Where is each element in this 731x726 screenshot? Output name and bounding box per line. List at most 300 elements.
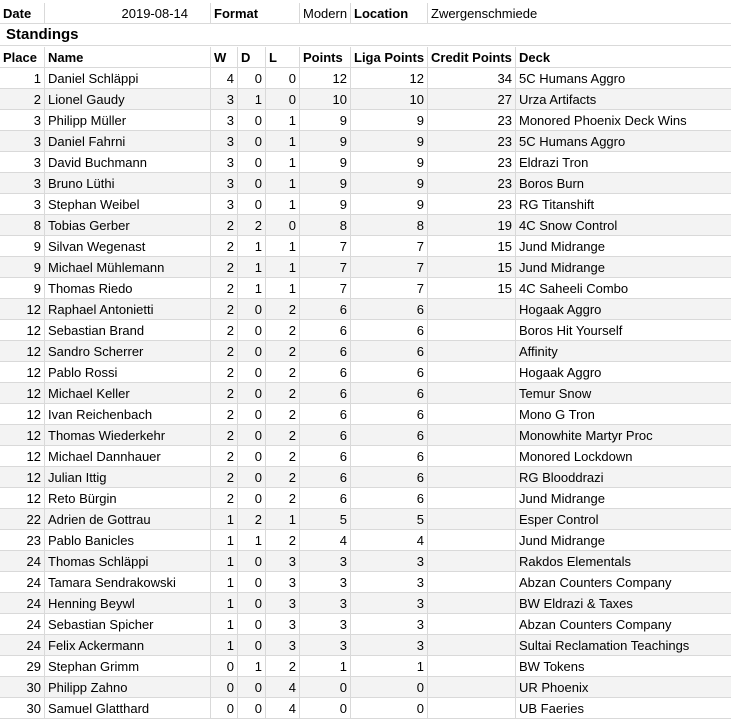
liga-points-cell[interactable]: 9 <box>351 152 428 172</box>
place-cell[interactable]: 12 <box>0 341 45 361</box>
name-cell[interactable]: Pablo Rossi <box>45 362 211 382</box>
draws-cell[interactable]: 0 <box>238 341 266 361</box>
place-cell[interactable]: 3 <box>0 152 45 172</box>
liga-points-cell[interactable]: 9 <box>351 131 428 151</box>
credit-points-cell[interactable]: 15 <box>428 236 516 256</box>
draws-cell[interactable]: 0 <box>238 572 266 592</box>
credit-points-cell[interactable] <box>428 509 516 529</box>
draws-cell[interactable]: 1 <box>238 89 266 109</box>
deck-cell[interactable]: RG Titanshift <box>519 197 595 212</box>
deck-cell[interactable]: Rakdos Elementals <box>519 554 631 569</box>
col-header-w[interactable]: W <box>211 47 238 67</box>
name-cell[interactable]: Philipp Zahno <box>45 677 211 697</box>
deck-cell[interactable]: Temur Snow <box>519 386 592 401</box>
points-cell[interactable]: 6 <box>300 341 351 361</box>
points-cell[interactable]: 1 <box>300 656 351 676</box>
place-cell[interactable]: 12 <box>0 362 45 382</box>
credit-points-cell[interactable] <box>428 572 516 592</box>
points-cell[interactable]: 6 <box>300 488 351 508</box>
credit-points-cell[interactable]: 15 <box>428 257 516 277</box>
losses-cell[interactable]: 2 <box>266 299 300 319</box>
name-cell[interactable]: Tamara Sendrakowski <box>45 572 211 592</box>
points-cell[interactable]: 3 <box>300 572 351 592</box>
col-header-deck[interactable]: Deck <box>519 50 551 65</box>
liga-points-cell[interactable]: 6 <box>351 488 428 508</box>
points-cell[interactable]: 6 <box>300 404 351 424</box>
points-cell[interactable]: 6 <box>300 299 351 319</box>
losses-cell[interactable]: 0 <box>266 215 300 235</box>
draws-cell[interactable]: 0 <box>238 152 266 172</box>
credit-points-cell[interactable]: 27 <box>428 89 516 109</box>
name-cell[interactable]: Reto Bürgin <box>45 488 211 508</box>
points-cell[interactable]: 3 <box>300 593 351 613</box>
place-cell[interactable]: 3 <box>0 131 45 151</box>
liga-points-cell[interactable]: 5 <box>351 509 428 529</box>
place-cell[interactable]: 24 <box>0 551 45 571</box>
wins-cell[interactable]: 3 <box>211 152 238 172</box>
liga-points-cell[interactable]: 3 <box>351 551 428 571</box>
credit-points-cell[interactable] <box>428 656 516 676</box>
losses-cell[interactable]: 2 <box>266 404 300 424</box>
points-cell[interactable]: 9 <box>300 194 351 214</box>
table-row <box>0 656 731 677</box>
place-cell[interactable]: 9 <box>0 278 45 298</box>
col-header-name[interactable]: Name <box>45 47 211 67</box>
liga-points-cell[interactable]: 1 <box>351 656 428 676</box>
name-cell[interactable]: Thomas Riedo <box>45 278 211 298</box>
credit-points-cell[interactable] <box>428 593 516 613</box>
name-cell[interactable]: Bruno Lüthi <box>45 173 211 193</box>
draws-cell[interactable]: 0 <box>238 677 266 697</box>
losses-cell[interactable]: 0 <box>266 68 300 88</box>
losses-cell[interactable]: 2 <box>266 341 300 361</box>
liga-points-cell[interactable]: 6 <box>351 467 428 487</box>
col-header-place[interactable]: Place <box>0 47 45 67</box>
liga-points-cell[interactable]: 9 <box>351 173 428 193</box>
col-header-liga-points[interactable]: Liga Points <box>351 47 428 67</box>
deck-cell[interactable]: Abzan Counters Company <box>519 617 672 632</box>
draws-cell[interactable]: 0 <box>238 614 266 634</box>
points-cell[interactable]: 8 <box>300 215 351 235</box>
liga-points-cell[interactable]: 3 <box>351 572 428 592</box>
points-cell[interactable]: 3 <box>300 551 351 571</box>
liga-points-cell[interactable]: 6 <box>351 383 428 403</box>
draws-cell[interactable]: 1 <box>238 656 266 676</box>
points-cell[interactable]: 7 <box>300 257 351 277</box>
losses-cell[interactable]: 1 <box>266 509 300 529</box>
name-cell[interactable]: Stephan Weibel <box>45 194 211 214</box>
deck-cell[interactable]: Jund Midrange <box>519 533 605 548</box>
points-cell[interactable]: 10 <box>300 89 351 109</box>
wins-cell[interactable]: 1 <box>211 635 238 655</box>
liga-points-cell[interactable]: 0 <box>351 677 428 697</box>
deck-cell[interactable]: 5C Humans Aggro <box>519 71 626 86</box>
losses-cell[interactable]: 3 <box>266 614 300 634</box>
liga-points-cell[interactable]: 3 <box>351 593 428 613</box>
draws-cell[interactable]: 1 <box>238 530 266 550</box>
points-cell[interactable]: 9 <box>300 173 351 193</box>
points-cell[interactable]: 6 <box>300 446 351 466</box>
wins-cell[interactable]: 1 <box>211 572 238 592</box>
deck-cell[interactable]: Jund Midrange <box>519 491 605 506</box>
place-cell[interactable]: 3 <box>0 194 45 214</box>
liga-points-cell[interactable]: 7 <box>351 257 428 277</box>
deck-cell[interactable]: Boros Burn <box>519 176 585 191</box>
losses-cell[interactable]: 0 <box>266 89 300 109</box>
credit-points-cell[interactable] <box>428 698 516 718</box>
liga-points-cell[interactable]: 6 <box>351 341 428 361</box>
losses-cell[interactable]: 1 <box>266 131 300 151</box>
liga-points-cell[interactable]: 6 <box>351 320 428 340</box>
name-cell[interactable]: Stephan Grimm <box>45 656 211 676</box>
wins-cell[interactable]: 1 <box>211 509 238 529</box>
wins-cell[interactable]: 3 <box>211 89 238 109</box>
points-cell[interactable]: 12 <box>300 68 351 88</box>
losses-cell[interactable]: 2 <box>266 446 300 466</box>
place-cell[interactable]: 12 <box>0 383 45 403</box>
points-cell[interactable]: 9 <box>300 152 351 172</box>
losses-cell[interactable]: 2 <box>266 656 300 676</box>
place-cell[interactable]: 9 <box>0 257 45 277</box>
deck-cell[interactable]: BW Eldrazi & Taxes <box>519 596 633 611</box>
points-cell[interactable]: 0 <box>300 677 351 697</box>
draws-cell[interactable]: 0 <box>238 194 266 214</box>
wins-cell[interactable]: 2 <box>211 404 238 424</box>
draws-cell[interactable]: 1 <box>238 257 266 277</box>
deck-cell[interactable]: 5C Humans Aggro <box>519 134 626 149</box>
wins-cell[interactable]: 1 <box>211 551 238 571</box>
wins-cell[interactable]: 2 <box>211 278 238 298</box>
credit-points-cell[interactable] <box>428 404 516 424</box>
draws-cell[interactable]: 0 <box>238 320 266 340</box>
draws-cell[interactable]: 2 <box>238 215 266 235</box>
place-cell[interactable]: 12 <box>0 488 45 508</box>
points-cell[interactable]: 9 <box>300 131 351 151</box>
credit-points-cell[interactable] <box>428 677 516 697</box>
place-cell[interactable]: 22 <box>0 509 45 529</box>
credit-points-cell[interactable]: 23 <box>428 110 516 130</box>
place-cell[interactable]: 24 <box>0 593 45 613</box>
points-cell[interactable]: 6 <box>300 383 351 403</box>
wins-cell[interactable]: 2 <box>211 446 238 466</box>
deck-cell[interactable]: Boros Hit Yourself <box>519 323 623 338</box>
losses-cell[interactable]: 2 <box>266 320 300 340</box>
liga-points-cell[interactable]: 6 <box>351 446 428 466</box>
points-cell[interactable]: 0 <box>300 698 351 718</box>
draws-cell[interactable]: 2 <box>238 509 266 529</box>
name-cell[interactable]: Michael Mühlemann <box>45 257 211 277</box>
losses-cell[interactable]: 1 <box>266 278 300 298</box>
losses-cell[interactable]: 1 <box>266 152 300 172</box>
liga-points-cell[interactable]: 6 <box>351 425 428 445</box>
credit-points-cell[interactable] <box>428 425 516 445</box>
wins-cell[interactable]: 0 <box>211 677 238 697</box>
name-cell[interactable]: Lionel Gaudy <box>45 89 211 109</box>
credit-points-cell[interactable]: 23 <box>428 173 516 193</box>
name-cell[interactable]: Philipp Müller <box>45 110 211 130</box>
wins-cell[interactable]: 2 <box>211 299 238 319</box>
points-cell[interactable]: 6 <box>300 362 351 382</box>
wins-cell[interactable]: 3 <box>211 110 238 130</box>
name-cell[interactable]: Michael Keller <box>45 383 211 403</box>
place-cell[interactable]: 30 <box>0 677 45 697</box>
wins-cell[interactable]: 2 <box>211 341 238 361</box>
draws-cell[interactable]: 0 <box>238 551 266 571</box>
points-cell[interactable]: 6 <box>300 320 351 340</box>
place-cell[interactable]: 3 <box>0 173 45 193</box>
wins-cell[interactable]: 1 <box>211 614 238 634</box>
name-cell[interactable]: Daniel Schläppi <box>45 68 211 88</box>
place-cell[interactable]: 24 <box>0 614 45 634</box>
name-cell[interactable]: Silvan Wegenast <box>45 236 211 256</box>
points-cell[interactable]: 7 <box>300 278 351 298</box>
points-cell[interactable]: 4 <box>300 530 351 550</box>
deck-cell[interactable]: Affinity <box>519 344 558 359</box>
credit-points-cell[interactable]: 23 <box>428 194 516 214</box>
deck-cell[interactable]: Sultai Reclamation Teachings <box>519 638 690 653</box>
wins-cell[interactable]: 2 <box>211 488 238 508</box>
name-cell[interactable]: Thomas Wiederkehr <box>45 425 211 445</box>
draws-cell[interactable]: 0 <box>238 467 266 487</box>
points-cell[interactable]: 9 <box>300 110 351 130</box>
place-cell[interactable]: 2 <box>0 89 45 109</box>
wins-cell[interactable]: 3 <box>211 194 238 214</box>
credit-points-cell[interactable] <box>428 635 516 655</box>
location-value[interactable]: Zwergenschmiede <box>431 6 538 21</box>
credit-points-cell[interactable] <box>428 488 516 508</box>
liga-points-cell[interactable]: 6 <box>351 362 428 382</box>
draws-cell[interactable]: 0 <box>238 110 266 130</box>
name-cell[interactable]: Henning Beywl <box>45 593 211 613</box>
name-cell[interactable]: Julian Ittig <box>45 467 211 487</box>
col-header-l[interactable]: L <box>266 47 300 67</box>
credit-points-cell[interactable]: 15 <box>428 278 516 298</box>
col-header-d[interactable]: D <box>238 47 266 67</box>
deck-cell[interactable]: UB Faeries <box>519 701 585 716</box>
losses-cell[interactable]: 1 <box>266 110 300 130</box>
losses-cell[interactable]: 2 <box>266 530 300 550</box>
wins-cell[interactable]: 2 <box>211 320 238 340</box>
draws-cell[interactable]: 1 <box>238 236 266 256</box>
credit-points-cell[interactable] <box>428 383 516 403</box>
name-cell[interactable]: David Buchmann <box>45 152 211 172</box>
draws-cell[interactable]: 0 <box>238 446 266 466</box>
place-cell[interactable]: 12 <box>0 404 45 424</box>
credit-points-cell[interactable]: 23 <box>428 131 516 151</box>
losses-cell[interactable]: 2 <box>266 467 300 487</box>
deck-cell[interactable]: 4C Snow Control <box>519 218 618 233</box>
liga-points-cell[interactable]: 10 <box>351 89 428 109</box>
table-row <box>0 194 731 215</box>
deck-cell[interactable]: Monored Lockdown <box>519 449 633 464</box>
deck-cell[interactable]: Jund Midrange <box>519 239 605 254</box>
deck-cell[interactable]: 4C Saheeli Combo <box>519 281 629 296</box>
place-cell[interactable]: 12 <box>0 446 45 466</box>
date-value[interactable]: 2019-08-14 <box>121 6 188 21</box>
losses-cell[interactable]: 2 <box>266 383 300 403</box>
losses-cell[interactable]: 3 <box>266 572 300 592</box>
credit-points-cell[interactable]: 23 <box>428 152 516 172</box>
table-row <box>0 131 731 152</box>
wins-cell[interactable]: 3 <box>211 131 238 151</box>
place-cell[interactable]: 24 <box>0 572 45 592</box>
col-header-points[interactable]: Points <box>300 47 351 67</box>
name-cell[interactable]: Samuel Glatthard <box>45 698 211 718</box>
wins-cell[interactable]: 2 <box>211 215 238 235</box>
table-row <box>0 383 731 404</box>
deck-cell[interactable]: Mono G Tron <box>519 407 595 422</box>
deck-cell[interactable]: RG Blooddrazi <box>519 470 604 485</box>
deck-cell[interactable]: Hogaak Aggro <box>519 365 602 380</box>
draws-cell[interactable]: 1 <box>238 278 266 298</box>
deck-cell[interactable]: Esper Control <box>519 512 599 527</box>
deck-cell[interactable]: Urza Artifacts <box>519 92 597 107</box>
credit-points-cell[interactable] <box>428 530 516 550</box>
credit-points-cell[interactable] <box>428 551 516 571</box>
wins-cell[interactable]: 3 <box>211 173 238 193</box>
wins-cell[interactable]: 2 <box>211 257 238 277</box>
wins-cell[interactable]: 0 <box>211 656 238 676</box>
draws-cell[interactable]: 0 <box>238 488 266 508</box>
liga-points-cell[interactable]: 6 <box>351 299 428 319</box>
place-cell[interactable]: 23 <box>0 530 45 550</box>
place-cell[interactable]: 8 <box>0 215 45 235</box>
credit-points-cell[interactable] <box>428 614 516 634</box>
name-cell[interactable]: Sebastian Spicher <box>45 614 211 634</box>
place-cell[interactable]: 12 <box>0 425 45 445</box>
place-cell[interactable]: 29 <box>0 656 45 676</box>
wins-cell[interactable]: 1 <box>211 593 238 613</box>
table-row <box>0 425 731 446</box>
place-cell[interactable]: 30 <box>0 698 45 718</box>
deck-cell[interactable]: BW Tokens <box>519 659 585 674</box>
table-row <box>0 299 731 320</box>
deck-cell[interactable]: Hogaak Aggro <box>519 302 602 317</box>
name-cell[interactable]: Raphael Antonietti <box>45 299 211 319</box>
deck-cell[interactable]: Jund Midrange <box>519 260 605 275</box>
name-cell[interactable]: Ivan Reichenbach <box>45 404 211 424</box>
date-cell[interactable] <box>45 3 211 23</box>
wins-cell[interactable]: 2 <box>211 362 238 382</box>
place-cell[interactable]: 24 <box>0 635 45 655</box>
draws-cell[interactable]: 0 <box>238 68 266 88</box>
credit-points-cell[interactable] <box>428 320 516 340</box>
name-cell[interactable]: Sandro Scherrer <box>45 341 211 361</box>
deck-cell[interactable]: Monowhite Martyr Proc <box>519 428 653 443</box>
losses-cell[interactable]: 2 <box>266 425 300 445</box>
place-cell[interactable]: 12 <box>0 467 45 487</box>
draws-cell[interactable]: 0 <box>238 425 266 445</box>
name-cell[interactable]: Adrien de Gottrau <box>45 509 211 529</box>
wins-cell[interactable]: 2 <box>211 425 238 445</box>
credit-points-cell[interactable] <box>428 299 516 319</box>
losses-cell[interactable]: 3 <box>266 635 300 655</box>
points-cell[interactable]: 3 <box>300 614 351 634</box>
wins-cell[interactable]: 2 <box>211 467 238 487</box>
liga-points-cell[interactable]: 7 <box>351 278 428 298</box>
name-cell[interactable]: Daniel Fahrni <box>45 131 211 151</box>
points-cell[interactable]: 6 <box>300 467 351 487</box>
points-cell[interactable]: 7 <box>300 236 351 256</box>
liga-points-cell[interactable]: 9 <box>351 194 428 214</box>
losses-cell[interactable]: 1 <box>266 257 300 277</box>
losses-cell[interactable]: 3 <box>266 551 300 571</box>
credit-points-cell[interactable]: 34 <box>428 68 516 88</box>
deck-cell[interactable]: UR Phoenix <box>519 680 589 695</box>
credit-points-cell[interactable] <box>428 446 516 466</box>
credit-points-cell[interactable] <box>428 362 516 382</box>
losses-cell[interactable]: 1 <box>266 236 300 256</box>
liga-points-cell[interactable]: 9 <box>351 110 428 130</box>
credit-points-cell[interactable]: 19 <box>428 215 516 235</box>
draws-cell[interactable]: 0 <box>238 404 266 424</box>
draws-cell[interactable]: 0 <box>238 173 266 193</box>
losses-cell[interactable]: 1 <box>266 194 300 214</box>
draws-cell[interactable]: 0 <box>238 698 266 718</box>
name-cell[interactable]: Pablo Banicles <box>45 530 211 550</box>
wins-cell[interactable]: 2 <box>211 236 238 256</box>
table-row <box>0 68 731 89</box>
draws-cell[interactable]: 0 <box>238 593 266 613</box>
wins-cell[interactable]: 4 <box>211 68 238 88</box>
wins-cell[interactable]: 1 <box>211 530 238 550</box>
place-cell[interactable]: 1 <box>0 68 45 88</box>
wins-cell[interactable]: 2 <box>211 383 238 403</box>
name-cell[interactable]: Sebastian Brand <box>45 320 211 340</box>
name-cell[interactable]: Michael Dannhauer <box>45 446 211 466</box>
place-cell[interactable]: 12 <box>0 320 45 340</box>
place-cell[interactable]: 3 <box>0 110 45 130</box>
draws-cell[interactable]: 0 <box>238 383 266 403</box>
credit-points-cell[interactable] <box>428 341 516 361</box>
deck-cell[interactable]: Monored Phoenix Deck Wins <box>519 113 687 128</box>
losses-cell[interactable]: 2 <box>266 488 300 508</box>
col-header-credit-points[interactable]: Credit Points <box>428 47 516 67</box>
losses-cell[interactable]: 2 <box>266 362 300 382</box>
name-cell[interactable]: Thomas Schläppi <box>45 551 211 571</box>
place-cell[interactable]: 12 <box>0 299 45 319</box>
draws-cell[interactable]: 0 <box>238 299 266 319</box>
name-cell[interactable]: Tobias Gerber <box>45 215 211 235</box>
wins-cell[interactable]: 0 <box>211 698 238 718</box>
liga-points-cell[interactable]: 6 <box>351 404 428 424</box>
liga-points-cell[interactable]: 4 <box>351 530 428 550</box>
deck-cell[interactable]: Abzan Counters Company <box>519 575 672 590</box>
draws-cell[interactable]: 0 <box>238 635 266 655</box>
points-cell[interactable]: 3 <box>300 635 351 655</box>
place-cell[interactable]: 9 <box>0 236 45 256</box>
liga-points-cell[interactable]: 3 <box>351 635 428 655</box>
deck-cell[interactable]: Eldrazi Tron <box>519 155 589 170</box>
losses-cell[interactable]: 4 <box>266 698 300 718</box>
table-row <box>0 593 731 614</box>
draws-cell[interactable]: 0 <box>238 362 266 382</box>
losses-cell[interactable]: 3 <box>266 593 300 613</box>
points-cell[interactable]: 5 <box>300 509 351 529</box>
liga-points-cell[interactable]: 0 <box>351 698 428 718</box>
liga-points-cell[interactable]: 8 <box>351 215 428 235</box>
name-cell[interactable]: Felix Ackermann <box>45 635 211 655</box>
liga-points-cell[interactable]: 7 <box>351 236 428 256</box>
losses-cell[interactable]: 4 <box>266 677 300 697</box>
liga-points-cell[interactable]: 3 <box>351 614 428 634</box>
liga-points-cell[interactable]: 12 <box>351 68 428 88</box>
format-value[interactable]: Modern <box>300 3 351 23</box>
points-cell[interactable]: 6 <box>300 425 351 445</box>
draws-cell[interactable]: 0 <box>238 131 266 151</box>
credit-points-cell[interactable] <box>428 467 516 487</box>
losses-cell[interactable]: 1 <box>266 173 300 193</box>
